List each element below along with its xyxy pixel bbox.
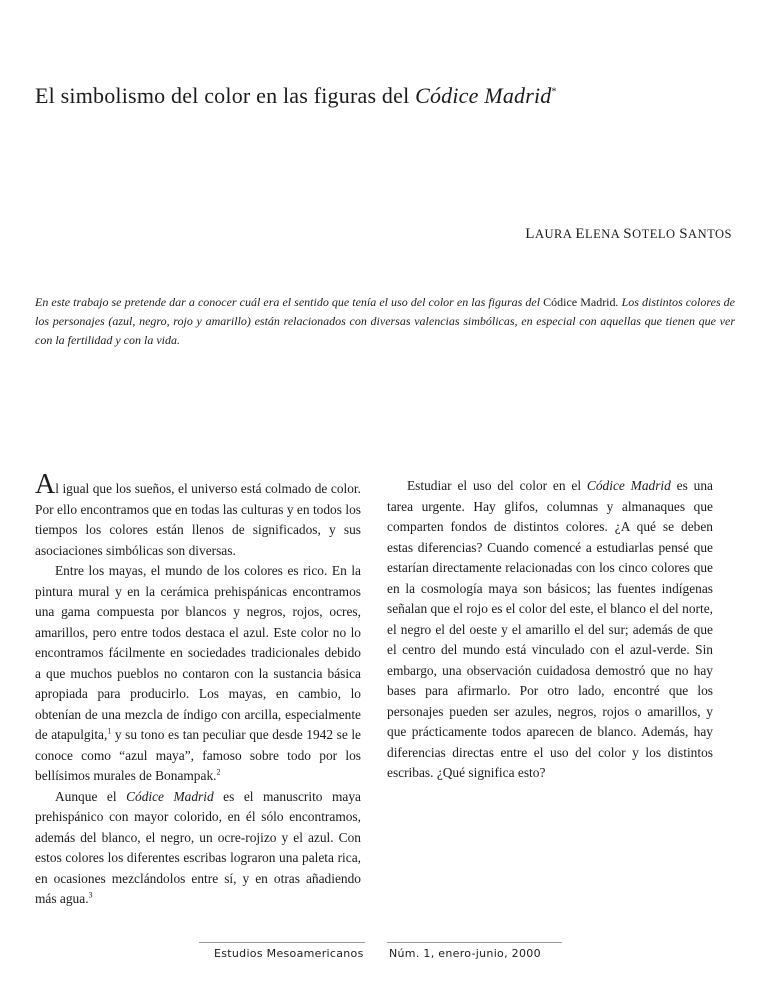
paragraph-3: Aunque el Códice Madrid es el manuscrito maya prehispánico con mayor colorido, en él sólo encontramos, además del blanco, el negro, un ocre-rojizo y el azul. Con estos colores los diferentes escribas lograron una paleta rica, en ocasiones mezclándolos entre sí, y en otras añadiendo más agua.$^3$ [35, 788, 361, 906]
footnote-ref-1[interactable]: 1 [107, 726, 112, 736]
footnote-ref-3[interactable]: 3 [88, 890, 93, 900]
title-main: El simbolismo del color en las figuras del [35, 83, 416, 108]
body-column-left [35, 469, 361, 910]
author-name: LAURA ELENA SOTELO SANTOS [525, 226, 732, 242]
drop-cap: A [35, 469, 56, 500]
title-codex: Códice Madrid [415, 83, 552, 108]
paragraph-1: Al igual que los sueños, el universo está colmado de color. Por ello encontramos que en todas las culturas y en todos los tiempos los colores están llenos de significados, y sus asociaciones simbólicas son diversas. [35, 469, 361, 558]
footer-rule-right [387, 942, 562, 943]
footnote-ref-2[interactable]: 2 [216, 767, 221, 777]
paragraph-2: Entre los mayas, el mundo de los colores es rico. En la pintura mural y en la cerámica prehispánicas encontramos una gama compuesta por blancos y negros, rojos, ocres, amarillos, pero entre todos destaca el azul. Este color no lo encontramos fácilmente en sociedades tradicionales debido a que muchos pueblos no contaron con la sustancia básica apropiada para producirlo. Los mayas, en cambio, lo obtenían de una mezcla de índigo con arcilla, especialmente de atapulgita,$^1$ y su tono es tan peculiar que desde 1942 se le conoce como “azul maya”, famoso sobre todo por los bellísimos murales de Bonampak.$^2$ [35, 563, 361, 783]
title-footnote-mark: * [551, 86, 557, 98]
paragraph-4: Estudiar el uso del color en el Códice Madrid es una tarea urgente. Hay glifos, columnas y almanaques que comparten fondos de distintos colores. ¿A qué se deben estas diferencias? Cuando comencé a estudiarlas pensé que estarían directamente relacionadas con los cinco colores que en la cosmología maya son básicos; las fuentes indígenas señalan que el rojo es el color del este, el blanco el del norte, el negro el del oeste y el amarillo el del sur; además de que el centro del mundo está vinculado con el azul-verde. Sin embargo, una observación cuidadosa demostró que no hay bases para afirmarlo. Por otro lado, encontré que los personajes pueden ser azules, negros, rojos o amarillos, y que prácticamente todos aparecen de blanco. Además, hay diferencias directas entre el uso del color y los distintos escribas. ¿Qué significa esto? [387, 478, 713, 780]
abstract-codex: Códice Madrid [543, 295, 616, 309]
body-column-right [387, 476, 713, 784]
footer-journal: Estudios Mesoamericanos [214, 947, 364, 960]
footer-issue: Núm. 1, enero-junio, 2000 [389, 947, 541, 960]
footer-rule-left [199, 942, 365, 943]
article-title [35, 83, 557, 109]
abstract: En este trabajo se pretende dar a conocer cuál era el sentido que tenía el uso del color en las figuras del Códice Madrid. Los distintos colores de los personajes (azul, negro, rojo y amarillo) están relacionados con diversas valencias simbólicas, en especial con aquellas que tienen que ver con la fertilidad y con la vida. [35, 295, 736, 347]
